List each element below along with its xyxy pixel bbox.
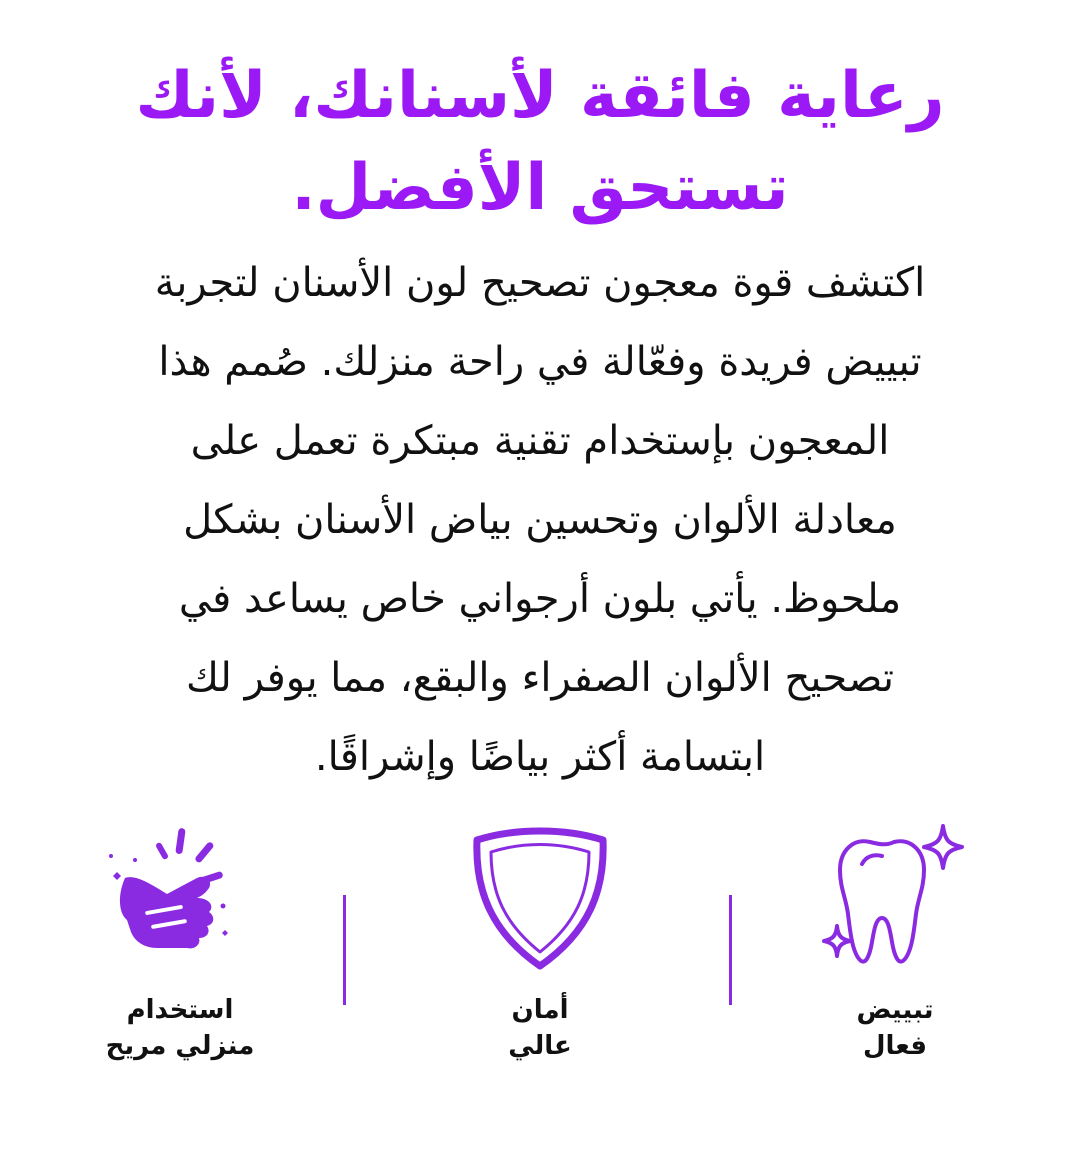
headline [80,50,1000,234]
feature-label-line: أمان [511,995,569,1025]
feature-label-line: تبييض [856,995,934,1025]
headline-line-2: تستحق الأفضل. [291,151,789,225]
feature-label-line: منزلي مريح [105,1031,255,1061]
description-line: المعجون بإستخدام تقنية مبتكرة تعمل على [190,418,890,464]
feature-home-use-label [60,992,300,1064]
feature-divider [729,895,732,1005]
feature-label-line: استخدام [126,995,234,1025]
snapping-hand-icon [105,820,255,970]
description-line: تبييض فريدة وفعّالة في راحة منزلك. صُمم هذا [158,339,922,385]
feature-safety-label [420,992,660,1064]
feature-whitening [775,820,1015,1064]
description-line: معادلة الألوان وتحسين بياض الأسنان بشكل [183,497,897,543]
tooth-sparkle-icon [820,820,970,970]
shield-icon [465,820,615,970]
description-line: ملحوظ. يأتي بلون أرجواني خاص يساعد في [178,576,902,622]
feature-safety [420,820,660,1064]
feature-label-line: عالي [508,1031,572,1061]
feature-whitening-label [775,992,1015,1064]
feature-divider [343,895,346,1005]
description-line: ابتسامة أكثر بياضًا وإشراقًا. [314,734,766,780]
headline-line-1: رعاية فائقة لأسنانك، لأنك [135,59,945,133]
feature-label-line: فعال [862,1031,928,1061]
description [90,244,990,797]
description-line: تصحيح الألوان الصفراء والبقع، مما يوفر لك [185,655,895,701]
description-line: اكتشف قوة معجون تصحيح لون الأسنان لتجربة [154,260,926,306]
feature-home-use [60,820,300,1064]
